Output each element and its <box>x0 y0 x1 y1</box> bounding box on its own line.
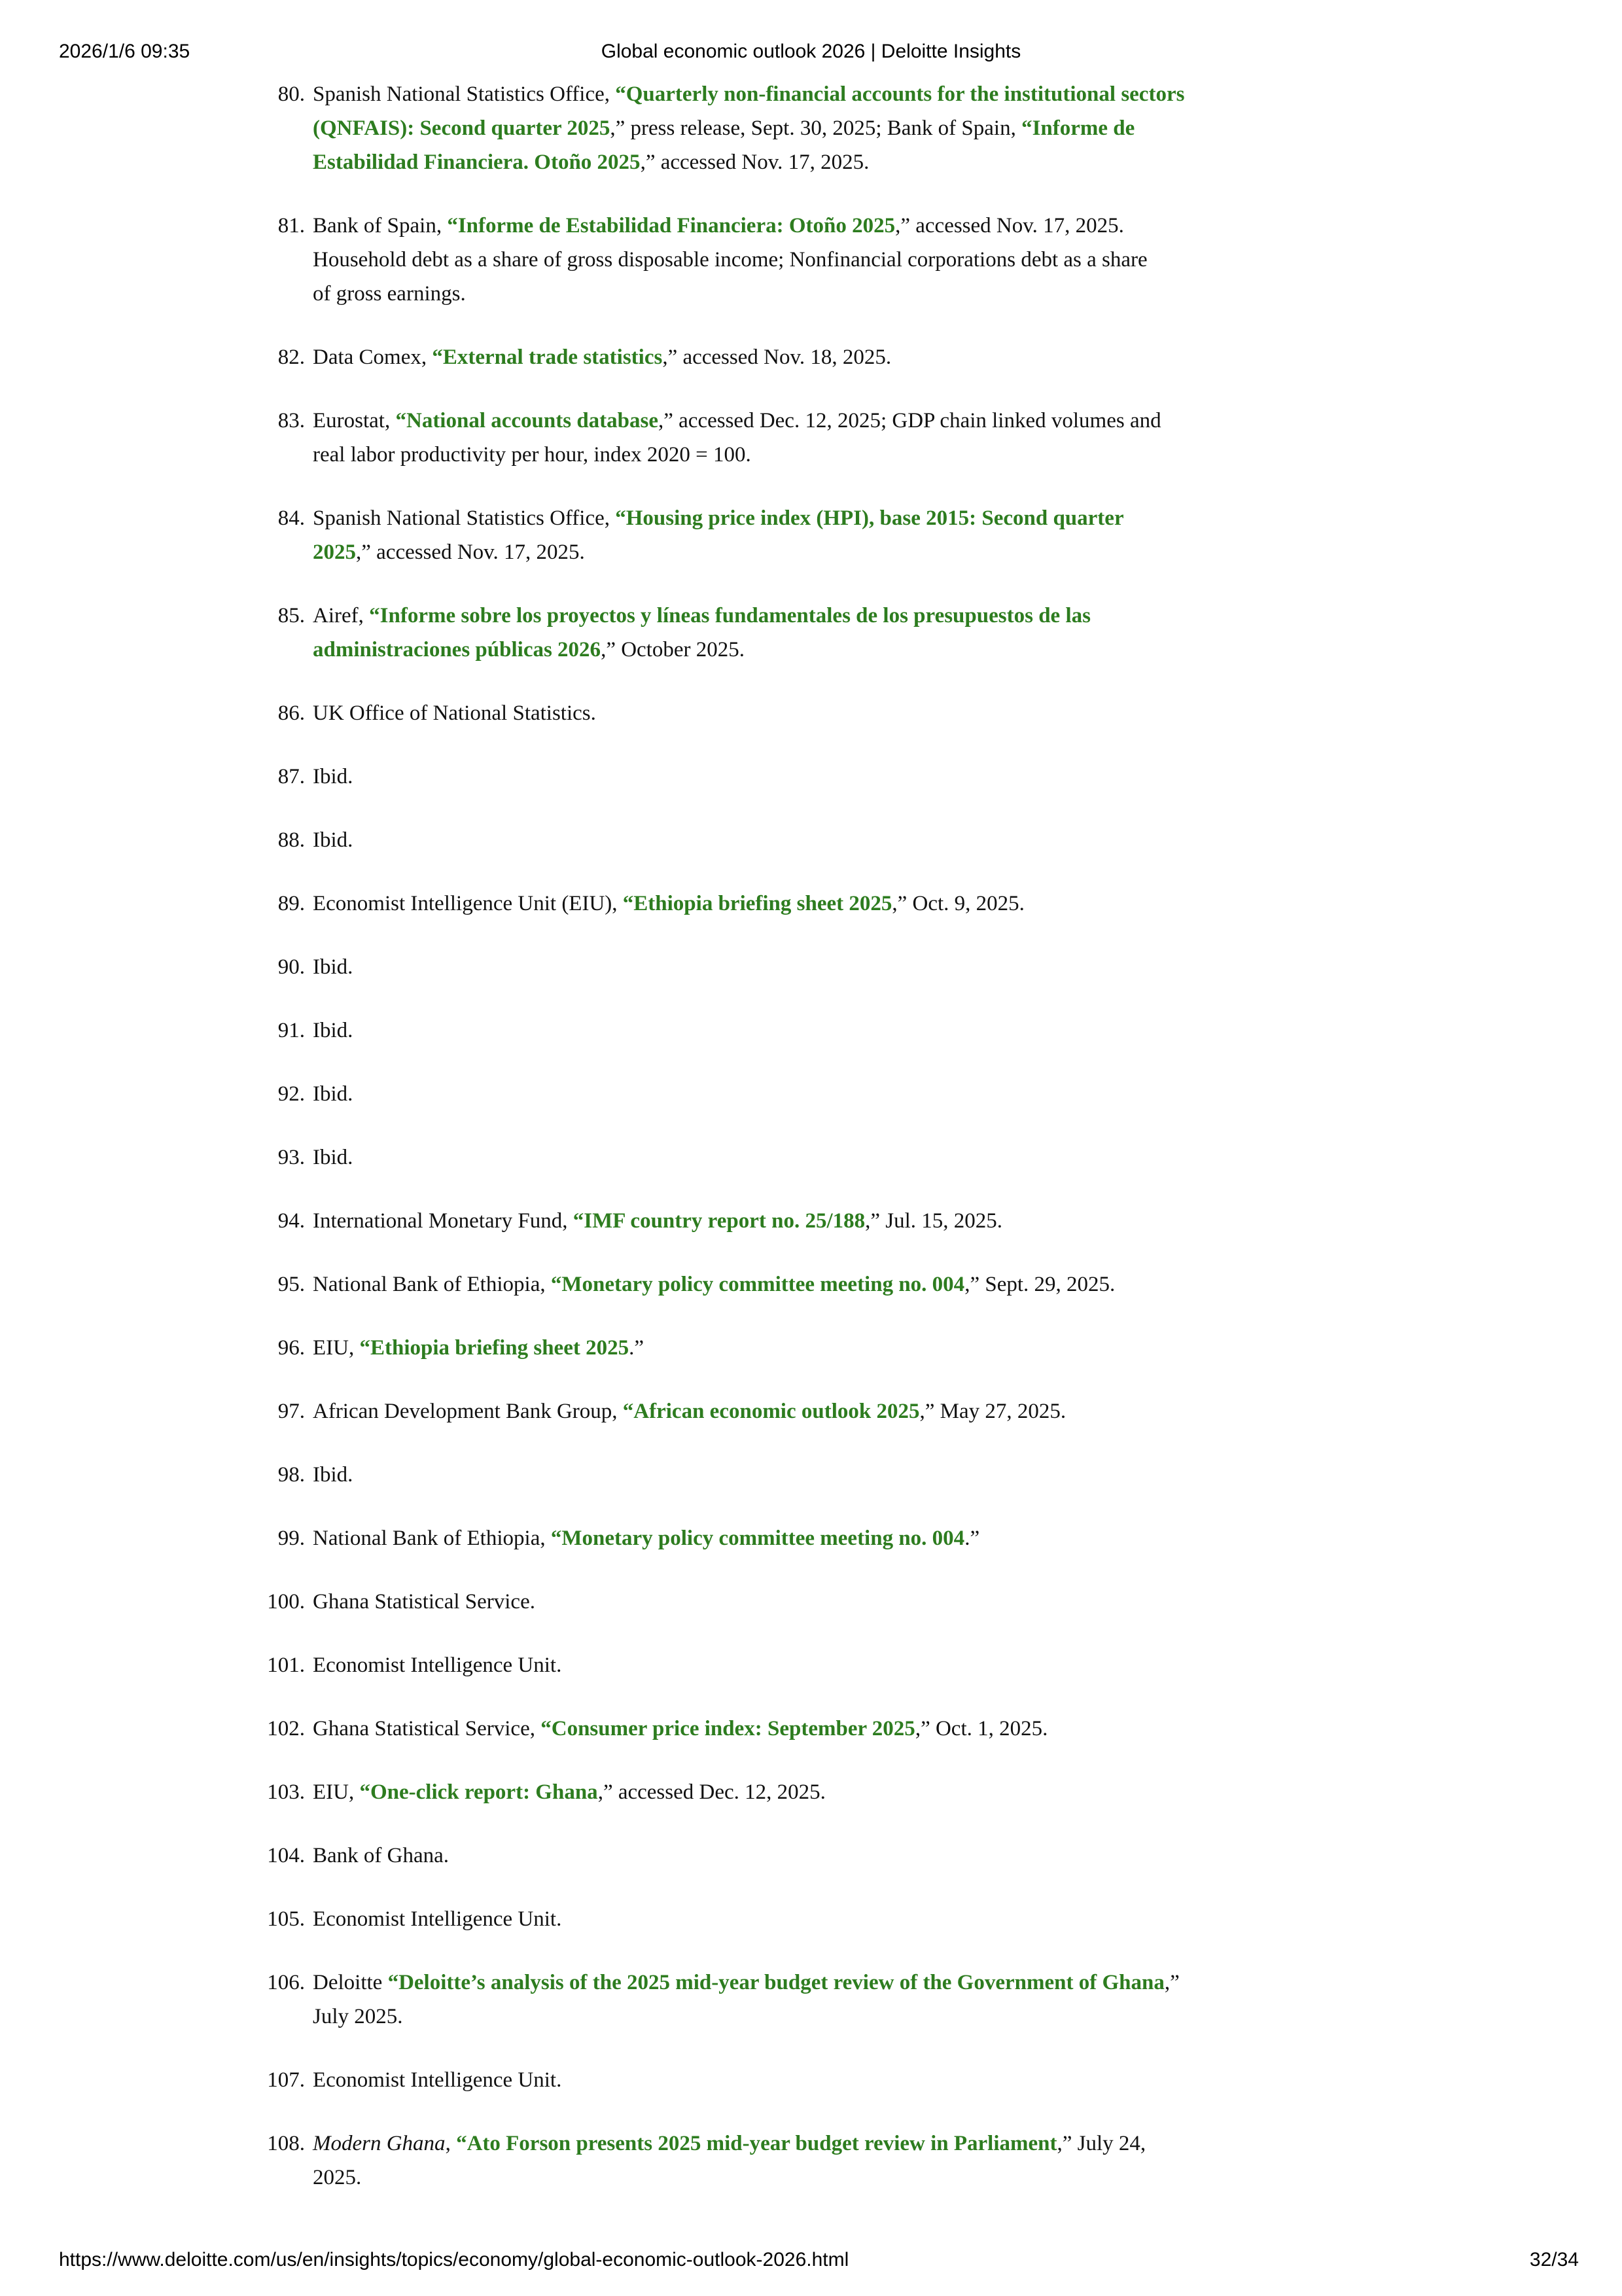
reference-plain-text: real labor productivity per hour, index 2020 = 100. <box>313 443 751 467</box>
reference-item <box>249 2127 1622 2195</box>
reference-number: 101. <box>267 1653 305 1677</box>
reference-plain-text: Ibid. <box>313 828 353 852</box>
reference-item <box>249 599 1622 667</box>
reference-plain-text: ,” press release, Sept. 30, 2025; Bank of Spain, <box>610 116 1022 140</box>
reference-plain-text: Ibid. <box>313 765 353 788</box>
reference-number: 95. <box>277 1273 305 1296</box>
reference-item <box>249 501 1622 569</box>
reference-number: 93. <box>277 1146 305 1169</box>
reference-link[interactable]: “Consumer price index: September 2025 <box>540 1717 915 1740</box>
reference-text <box>313 1014 1412 1048</box>
reference-plain-text: Ibid. <box>313 1082 353 1106</box>
reference-number: 100. <box>267 1590 305 1614</box>
reference-plain-text: ,” May 27, 2025. <box>919 1400 1067 1423</box>
reference-text <box>313 950 1412 984</box>
reference-plain-text: .” <box>964 1527 980 1550</box>
reference-plain-text: .” <box>629 1336 644 1360</box>
reference-item <box>249 1521 1622 1555</box>
footer-page-number: 32/34 <box>1529 2249 1579 2270</box>
reference-number: 81. <box>277 214 305 238</box>
reference-plain-text: Economist Intelligence Unit. <box>313 2068 562 2092</box>
reference-source-italic: Modern Ghana <box>313 2132 446 2155</box>
reference-number: 96. <box>277 1336 305 1360</box>
reference-link[interactable]: “African economic outlook 2025 <box>622 1400 920 1423</box>
reference-plain-text: ,” Oct. 1, 2025. <box>915 1717 1048 1740</box>
reference-item <box>249 340 1622 374</box>
reference-plain-text: Ghana Statistical Service, <box>313 1717 541 1740</box>
reference-plain-text: Ghana Statistical Service. <box>313 1590 535 1614</box>
reference-text <box>313 2127 1412 2195</box>
reference-plain-text: ,” Jul. 15, 2025. <box>865 1209 1003 1233</box>
reference-item <box>249 2063 1622 2097</box>
page-footer <box>59 2249 1579 2271</box>
reference-item <box>249 1902 1622 1936</box>
reference-number: 82. <box>277 345 305 369</box>
reference-item <box>249 1014 1622 1048</box>
reference-plain-text: ,” accessed Dec. 12, 2025; GDP chain linked volumes and <box>658 409 1161 433</box>
reference-link[interactable]: “Deloitte’s analysis of the 2025 mid-year budget review of the Government of Ghana <box>387 1971 1165 1994</box>
reference-plain-text: International Monetary Fund, <box>313 1209 573 1233</box>
reference-number: 107. <box>267 2068 305 2092</box>
reference-plain-text: ,” July 24, <box>1057 2132 1146 2155</box>
reference-plain-text: Economist Intelligence Unit. <box>313 1907 562 1931</box>
reference-item <box>249 1712 1622 1746</box>
reference-plain-text: EIU, <box>313 1780 360 1804</box>
reference-link[interactable]: “Ethiopia briefing sheet 2025 <box>359 1336 629 1360</box>
reference-plain-text: ,” October 2025. <box>601 638 745 662</box>
reference-plain-text: ,” accessed Nov. 17, 2025. <box>895 214 1124 238</box>
reference-text <box>313 887 1412 921</box>
reference-plain-text: Airef, <box>313 604 370 627</box>
reference-item <box>249 1331 1622 1365</box>
reference-plain-text: ,” <box>1164 1971 1180 1994</box>
reference-link[interactable]: “Informe de Estabilidad Financiera: Otoño 2025 <box>447 214 896 238</box>
reference-text <box>313 1775 1412 1809</box>
reference-text <box>313 1204 1412 1238</box>
reference-number: 85. <box>277 604 305 627</box>
reference-number: 94. <box>277 1209 305 1233</box>
reference-link[interactable]: “External trade statistics <box>432 345 663 369</box>
reference-text <box>313 1267 1412 1301</box>
reference-number: 104. <box>267 1844 305 1867</box>
reference-text <box>313 696 1412 730</box>
reference-plain-text: Spanish National Statistics Office, <box>313 506 616 530</box>
reference-number: 106. <box>267 1971 305 1994</box>
reference-item <box>249 1585 1622 1619</box>
reference-text <box>313 1648 1412 1682</box>
reference-text <box>313 1712 1412 1746</box>
reference-text <box>313 501 1412 569</box>
reference-number: 88. <box>277 828 305 852</box>
reference-link[interactable]: “Housing price index (HPI), base 2015: Second quarter <box>615 506 1124 530</box>
reference-text <box>313 404 1412 472</box>
reference-text <box>313 1839 1412 1873</box>
reference-link[interactable]: (QNFAIS): Second quarter 2025 <box>313 116 610 140</box>
header-document-title: Global economic outlook 2026 | Deloitte Insights <box>601 41 1021 62</box>
reference-link[interactable]: “Ato Forson presents 2025 mid-year budget review in Parliament <box>456 2132 1057 2155</box>
reference-plain-text: Data Comex, <box>313 345 432 369</box>
reference-plain-text: EIU, <box>313 1336 360 1360</box>
reference-number: 99. <box>277 1527 305 1550</box>
reference-text <box>313 77 1412 179</box>
reference-item <box>249 1648 1622 1682</box>
reference-plain-text: Ibid. <box>313 1019 353 1042</box>
reference-number: 98. <box>277 1463 305 1487</box>
reference-number: 97. <box>277 1400 305 1423</box>
reference-plain-text: Household debt as a share of gross disposable income; Nonfinancial corporations debt as a share <box>313 248 1148 272</box>
reference-text <box>313 599 1412 667</box>
reference-plain-text: Spanish National Statistics Office, <box>313 82 616 106</box>
reference-plain-text: of gross earnings. <box>313 282 466 306</box>
reference-number: 86. <box>277 701 305 725</box>
reference-text <box>313 1458 1412 1492</box>
reference-plain-text: ,” Oct. 9, 2025. <box>892 892 1025 915</box>
reference-text <box>313 1077 1412 1111</box>
reference-plain-text: ,” accessed Nov. 18, 2025. <box>662 345 892 369</box>
reference-text <box>313 823 1412 857</box>
reference-plain-text: Economist Intelligence Unit (EIU), <box>313 892 623 915</box>
reference-link[interactable]: administraciones públicas 2026 <box>313 638 601 662</box>
reference-link[interactable]: “IMF country report no. 25/188 <box>573 1209 866 1233</box>
reference-link[interactable]: “Monetary policy committee meeting no. 004 <box>550 1527 965 1550</box>
reference-plain-text: Eurostat, <box>313 409 396 433</box>
reference-item <box>249 760 1622 794</box>
reference-item <box>249 1077 1622 1111</box>
reference-number: 84. <box>277 506 305 530</box>
reference-text <box>313 1140 1412 1174</box>
reference-link[interactable]: “One-click report: Ghana <box>359 1780 598 1804</box>
reference-item <box>249 696 1622 730</box>
reference-plain-text: July 2025. <box>313 2005 403 2028</box>
reference-number: 90. <box>277 955 305 979</box>
reference-plain-text: African Development Bank Group, <box>313 1400 623 1423</box>
reference-plain-text: 2025. <box>313 2166 362 2189</box>
reference-plain-text: UK Office of National Statistics. <box>313 701 596 725</box>
reference-text <box>313 1521 1412 1555</box>
reference-plain-text: Ibid. <box>313 955 353 979</box>
reference-item <box>249 823 1622 857</box>
reference-plain-text: ,” accessed Nov. 17, 2025. <box>356 540 585 564</box>
reference-item <box>249 1839 1622 1873</box>
reference-number: 102. <box>267 1717 305 1740</box>
reference-text <box>313 209 1412 311</box>
reference-plain-text: Economist Intelligence Unit. <box>313 1653 562 1677</box>
reference-text <box>313 2063 1412 2097</box>
reference-text <box>313 340 1412 374</box>
reference-item <box>249 1140 1622 1174</box>
reference-number: 87. <box>277 765 305 788</box>
reference-number: 103. <box>267 1780 305 1804</box>
reference-item <box>249 404 1622 472</box>
reference-number: 105. <box>267 1907 305 1931</box>
reference-plain-text: Ibid. <box>313 1146 353 1169</box>
reference-item <box>249 209 1622 311</box>
reference-plain-text: Bank of Spain, <box>313 214 448 238</box>
reference-plain-text: National Bank of Ethiopia, <box>313 1527 551 1550</box>
reference-link[interactable]: “Monetary policy committee meeting no. 004 <box>550 1273 965 1296</box>
reference-number: 80. <box>277 82 305 106</box>
reference-item <box>249 1394 1622 1428</box>
header-timestamp: 2026/1/6 09:35 <box>59 41 190 62</box>
reference-number: 83. <box>277 409 305 433</box>
reference-plain-text: ,” accessed Dec. 12, 2025. <box>597 1780 826 1804</box>
reference-link[interactable]: “Ethiopia briefing sheet 2025 <box>622 892 892 915</box>
reference-text <box>313 1585 1412 1619</box>
reference-item <box>249 1267 1622 1301</box>
reference-plain-text: Deloitte <box>313 1971 388 1994</box>
reference-item <box>249 1204 1622 1238</box>
reference-text <box>313 1902 1412 1936</box>
reference-item <box>249 950 1622 984</box>
reference-number: 92. <box>277 1082 305 1106</box>
reference-link[interactable]: “Informe de <box>1021 116 1135 140</box>
reference-item <box>249 1775 1622 1809</box>
reference-link[interactable]: “Quarterly non-financial accounts for the institutional sectors <box>615 82 1185 106</box>
reference-plain-text: , <box>445 2132 457 2155</box>
reference-link[interactable]: 2025 <box>313 540 356 564</box>
reference-link[interactable]: “National accounts database <box>395 409 659 433</box>
reference-plain-text: Ibid. <box>313 1463 353 1487</box>
reference-item <box>249 887 1622 921</box>
page-header <box>0 41 1622 67</box>
reference-item <box>249 1458 1622 1492</box>
reference-link[interactable]: Estabilidad Financiera. Otoño 2025 <box>313 150 641 174</box>
reference-text <box>313 1394 1412 1428</box>
reference-plain-text: ,” accessed Nov. 17, 2025. <box>640 150 870 174</box>
reference-item <box>249 1966 1622 2034</box>
reference-plain-text: National Bank of Ethiopia, <box>313 1273 551 1296</box>
reference-number: 108. <box>267 2132 305 2155</box>
reference-plain-text: Bank of Ghana. <box>313 1844 450 1867</box>
reference-text <box>313 1966 1412 2034</box>
reference-text <box>313 1331 1412 1365</box>
footer-url: https://www.deloitte.com/us/en/insights/topics/economy/global-economic-outlook-2026.html <box>59 2249 849 2270</box>
reference-number: 91. <box>277 1019 305 1042</box>
reference-item <box>249 77 1622 179</box>
reference-number: 89. <box>277 892 305 915</box>
reference-link[interactable]: “Informe sobre los proyectos y líneas fundamentales de los presupuestos de las <box>369 604 1091 627</box>
reference-text <box>313 760 1412 794</box>
reference-plain-text: ,” Sept. 29, 2025. <box>964 1273 1116 1296</box>
